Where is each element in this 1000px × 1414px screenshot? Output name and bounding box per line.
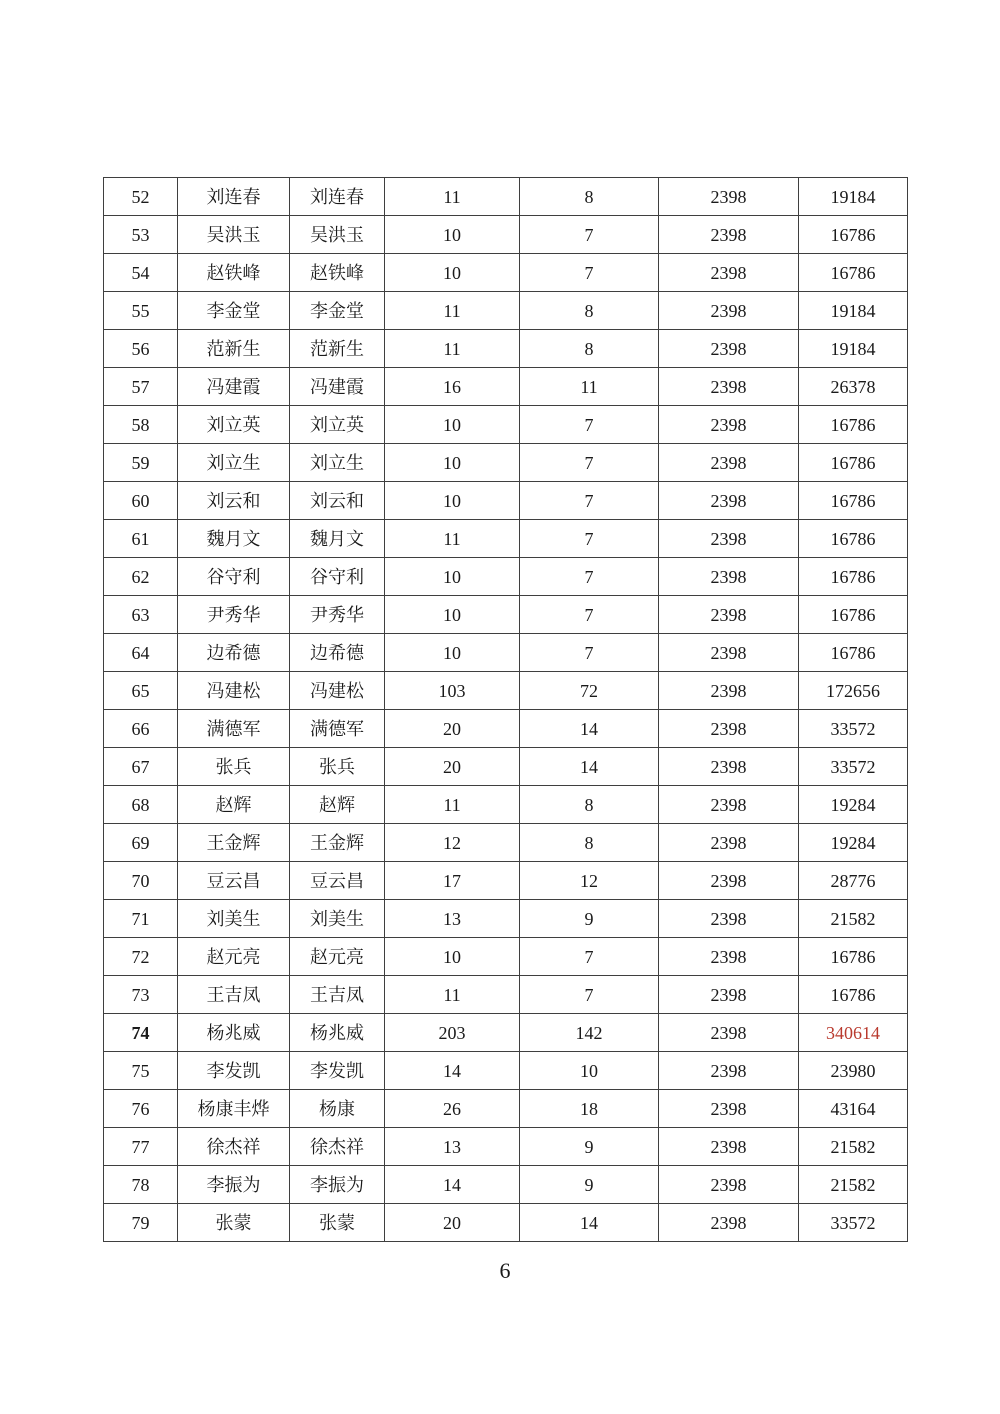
- name-cell: 冯建松: [178, 672, 290, 710]
- name-cell: 尹秀华: [178, 596, 290, 634]
- row-number-cell: 59: [104, 444, 178, 482]
- amount-cell: 19284: [799, 824, 908, 862]
- count-secondary-cell: 72: [520, 672, 659, 710]
- name-cell: 范新生: [178, 330, 290, 368]
- name-cell: 刘美生: [178, 900, 290, 938]
- unit-price-cell: 2398: [659, 900, 799, 938]
- amount-cell: 19184: [799, 330, 908, 368]
- amount-cell: 16786: [799, 520, 908, 558]
- count-secondary-cell: 7: [520, 938, 659, 976]
- name-cell: 边希德: [178, 634, 290, 672]
- row-number-cell: 60: [104, 482, 178, 520]
- count-primary-cell: 10: [385, 216, 520, 254]
- amount-cell: 33572: [799, 710, 908, 748]
- name-confirm-cell: 刘云和: [290, 482, 385, 520]
- count-primary-cell: 10: [385, 444, 520, 482]
- amount-cell: 16786: [799, 216, 908, 254]
- amount-cell: 33572: [799, 1204, 908, 1242]
- row-number-cell: 55: [104, 292, 178, 330]
- table-row: [104, 1014, 908, 1052]
- unit-price-cell: 2398: [659, 1128, 799, 1166]
- count-primary-cell: 203: [385, 1014, 520, 1052]
- amount-cell: 172656: [799, 672, 908, 710]
- name-confirm-cell: 冯建霞: [290, 368, 385, 406]
- count-primary-cell: 16: [385, 368, 520, 406]
- table-row: [104, 292, 908, 330]
- table-row: [104, 254, 908, 292]
- amount-cell: 16786: [799, 482, 908, 520]
- row-number-cell: 70: [104, 862, 178, 900]
- name-cell: 王金辉: [178, 824, 290, 862]
- unit-price-cell: 2398: [659, 520, 799, 558]
- row-number-cell: 61: [104, 520, 178, 558]
- amount-cell: 28776: [799, 862, 908, 900]
- table-row: [104, 900, 908, 938]
- name-confirm-cell: 刘连春: [290, 178, 385, 216]
- count-primary-cell: 20: [385, 710, 520, 748]
- count-primary-cell: 10: [385, 254, 520, 292]
- amount-cell: 19184: [799, 292, 908, 330]
- count-secondary-cell: 9: [520, 900, 659, 938]
- amount-cell: 16786: [799, 254, 908, 292]
- name-confirm-cell: 豆云昌: [290, 862, 385, 900]
- count-primary-cell: 11: [385, 292, 520, 330]
- table-row: [104, 216, 908, 254]
- count-secondary-cell: 142: [520, 1014, 659, 1052]
- amount-cell: 16786: [799, 634, 908, 672]
- count-primary-cell: 11: [385, 976, 520, 1014]
- unit-price-cell: 2398: [659, 558, 799, 596]
- amount-cell: 43164: [799, 1090, 908, 1128]
- name-cell: 张兵: [178, 748, 290, 786]
- count-primary-cell: 10: [385, 938, 520, 976]
- name-cell: 张蒙: [178, 1204, 290, 1242]
- count-secondary-cell: 14: [520, 710, 659, 748]
- row-number-cell: 72: [104, 938, 178, 976]
- name-confirm-cell: 刘立英: [290, 406, 385, 444]
- table-row: [104, 824, 908, 862]
- name-cell: 刘立英: [178, 406, 290, 444]
- name-cell: 刘连春: [178, 178, 290, 216]
- count-primary-cell: 10: [385, 596, 520, 634]
- name-cell: 满德军: [178, 710, 290, 748]
- name-confirm-cell: 满德军: [290, 710, 385, 748]
- unit-price-cell: 2398: [659, 292, 799, 330]
- name-cell: 赵元亮: [178, 938, 290, 976]
- count-secondary-cell: 7: [520, 976, 659, 1014]
- name-confirm-cell: 李发凯: [290, 1052, 385, 1090]
- amount-cell: 19184: [799, 178, 908, 216]
- unit-price-cell: 2398: [659, 368, 799, 406]
- unit-price-cell: 2398: [659, 1014, 799, 1052]
- name-cell: 杨兆威: [178, 1014, 290, 1052]
- name-cell: 杨康丰烨: [178, 1090, 290, 1128]
- name-confirm-cell: 杨兆威: [290, 1014, 385, 1052]
- row-number-cell: 79: [104, 1204, 178, 1242]
- row-number-cell: 65: [104, 672, 178, 710]
- unit-price-cell: 2398: [659, 824, 799, 862]
- table-row: [104, 178, 908, 216]
- row-number-cell: 76: [104, 1090, 178, 1128]
- unit-price-cell: 2398: [659, 710, 799, 748]
- name-confirm-cell: 魏月文: [290, 520, 385, 558]
- name-confirm-cell: 杨康: [290, 1090, 385, 1128]
- count-primary-cell: 14: [385, 1166, 520, 1204]
- table-row: [104, 330, 908, 368]
- count-primary-cell: 26: [385, 1090, 520, 1128]
- row-number-cell: 71: [104, 900, 178, 938]
- row-number-cell: 78: [104, 1166, 178, 1204]
- row-number-cell: 66: [104, 710, 178, 748]
- table-row: [104, 1052, 908, 1090]
- amount-cell: 21582: [799, 1166, 908, 1204]
- unit-price-cell: 2398: [659, 178, 799, 216]
- count-primary-cell: 14: [385, 1052, 520, 1090]
- unit-price-cell: 2398: [659, 1052, 799, 1090]
- amount-cell: 16786: [799, 976, 908, 1014]
- count-secondary-cell: 7: [520, 482, 659, 520]
- table-row: [104, 976, 908, 1014]
- name-confirm-cell: 张蒙: [290, 1204, 385, 1242]
- count-primary-cell: 10: [385, 482, 520, 520]
- table-row: [104, 1204, 908, 1242]
- name-cell: 李发凯: [178, 1052, 290, 1090]
- name-confirm-cell: 谷守利: [290, 558, 385, 596]
- unit-price-cell: 2398: [659, 596, 799, 634]
- table-row: [104, 482, 908, 520]
- count-secondary-cell: 14: [520, 1204, 659, 1242]
- count-secondary-cell: 8: [520, 292, 659, 330]
- count-secondary-cell: 7: [520, 254, 659, 292]
- count-secondary-cell: 11: [520, 368, 659, 406]
- name-confirm-cell: 范新生: [290, 330, 385, 368]
- amount-cell: 16786: [799, 596, 908, 634]
- unit-price-cell: 2398: [659, 1166, 799, 1204]
- row-number-cell: 64: [104, 634, 178, 672]
- name-cell: 李振为: [178, 1166, 290, 1204]
- row-number-cell: 69: [104, 824, 178, 862]
- name-confirm-cell: 刘立生: [290, 444, 385, 482]
- count-primary-cell: 20: [385, 1204, 520, 1242]
- table-row: [104, 748, 908, 786]
- count-secondary-cell: 8: [520, 786, 659, 824]
- amount-cell: 26378: [799, 368, 908, 406]
- unit-price-cell: 2398: [659, 254, 799, 292]
- unit-price-cell: 2398: [659, 330, 799, 368]
- name-cell: 豆云昌: [178, 862, 290, 900]
- table-row: [104, 938, 908, 976]
- name-cell: 魏月文: [178, 520, 290, 558]
- table-body: [104, 178, 908, 1242]
- table-row: [104, 862, 908, 900]
- amount-cell: 16786: [799, 558, 908, 596]
- name-confirm-cell: 赵辉: [290, 786, 385, 824]
- amount-cell: 23980: [799, 1052, 908, 1090]
- unit-price-cell: 2398: [659, 862, 799, 900]
- name-confirm-cell: 吴洪玉: [290, 216, 385, 254]
- row-number-cell: 75: [104, 1052, 178, 1090]
- unit-price-cell: 2398: [659, 976, 799, 1014]
- count-secondary-cell: 7: [520, 520, 659, 558]
- row-number-cell: 63: [104, 596, 178, 634]
- unit-price-cell: 2398: [659, 748, 799, 786]
- count-primary-cell: 103: [385, 672, 520, 710]
- amount-cell: 19284: [799, 786, 908, 824]
- table-row: [104, 710, 908, 748]
- table-row: [104, 1128, 908, 1166]
- unit-price-cell: 2398: [659, 1204, 799, 1242]
- row-number-cell: 54: [104, 254, 178, 292]
- count-secondary-cell: 7: [520, 444, 659, 482]
- name-confirm-cell: 赵铁峰: [290, 254, 385, 292]
- row-number-cell: 77: [104, 1128, 178, 1166]
- count-secondary-cell: 10: [520, 1052, 659, 1090]
- count-secondary-cell: 12: [520, 862, 659, 900]
- name-cell: 吴洪玉: [178, 216, 290, 254]
- name-cell: 李金堂: [178, 292, 290, 330]
- amount-cell: 33572: [799, 748, 908, 786]
- table-row: [104, 786, 908, 824]
- count-primary-cell: 20: [385, 748, 520, 786]
- unit-price-cell: 2398: [659, 444, 799, 482]
- table-row: [104, 1090, 908, 1128]
- unit-price-cell: 2398: [659, 672, 799, 710]
- unit-price-cell: 2398: [659, 938, 799, 976]
- table-row: [104, 368, 908, 406]
- count-primary-cell: 13: [385, 900, 520, 938]
- table-row: [104, 558, 908, 596]
- row-number-cell: 62: [104, 558, 178, 596]
- row-number-cell: 73: [104, 976, 178, 1014]
- count-secondary-cell: 7: [520, 406, 659, 444]
- row-number-cell: 52: [104, 178, 178, 216]
- row-number-cell: 53: [104, 216, 178, 254]
- name-cell: 冯建霞: [178, 368, 290, 406]
- count-primary-cell: 10: [385, 558, 520, 596]
- name-cell: 徐杰祥: [178, 1128, 290, 1166]
- table-row: [104, 444, 908, 482]
- table-row: [104, 634, 908, 672]
- count-primary-cell: 10: [385, 634, 520, 672]
- table-row: [104, 672, 908, 710]
- unit-price-cell: 2398: [659, 634, 799, 672]
- count-primary-cell: 12: [385, 824, 520, 862]
- name-confirm-cell: 赵元亮: [290, 938, 385, 976]
- name-confirm-cell: 李金堂: [290, 292, 385, 330]
- name-confirm-cell: 边希德: [290, 634, 385, 672]
- unit-price-cell: 2398: [659, 786, 799, 824]
- amount-cell: 21582: [799, 900, 908, 938]
- name-confirm-cell: 李振为: [290, 1166, 385, 1204]
- unit-price-cell: 2398: [659, 482, 799, 520]
- count-secondary-cell: 18: [520, 1090, 659, 1128]
- count-secondary-cell: 14: [520, 748, 659, 786]
- name-cell: 王吉凤: [178, 976, 290, 1014]
- name-cell: 刘立生: [178, 444, 290, 482]
- row-number-cell: 56: [104, 330, 178, 368]
- unit-price-cell: 2398: [659, 1090, 799, 1128]
- amount-cell: 340614: [799, 1014, 908, 1052]
- count-primary-cell: 11: [385, 520, 520, 558]
- name-confirm-cell: 刘美生: [290, 900, 385, 938]
- count-secondary-cell: 9: [520, 1128, 659, 1166]
- count-secondary-cell: 8: [520, 330, 659, 368]
- name-cell: 刘云和: [178, 482, 290, 520]
- row-number-cell: 68: [104, 786, 178, 824]
- amount-cell: 16786: [799, 938, 908, 976]
- table-row: [104, 520, 908, 558]
- count-primary-cell: 17: [385, 862, 520, 900]
- count-secondary-cell: 7: [520, 558, 659, 596]
- row-number-cell: 58: [104, 406, 178, 444]
- name-cell: 赵辉: [178, 786, 290, 824]
- page-number: 6: [499, 1258, 511, 1283]
- name-confirm-cell: 王吉凤: [290, 976, 385, 1014]
- table-row: [104, 406, 908, 444]
- name-confirm-cell: 徐杰祥: [290, 1128, 385, 1166]
- unit-price-cell: 2398: [659, 406, 799, 444]
- name-confirm-cell: 冯建松: [290, 672, 385, 710]
- count-secondary-cell: 8: [520, 824, 659, 862]
- count-primary-cell: 10: [385, 406, 520, 444]
- count-primary-cell: 11: [385, 330, 520, 368]
- table-row: [104, 596, 908, 634]
- row-number-cell: 67: [104, 748, 178, 786]
- name-cell: 赵铁峰: [178, 254, 290, 292]
- count-primary-cell: 11: [385, 178, 520, 216]
- count-secondary-cell: 7: [520, 596, 659, 634]
- count-secondary-cell: 7: [520, 216, 659, 254]
- count-secondary-cell: 7: [520, 634, 659, 672]
- count-secondary-cell: 8: [520, 178, 659, 216]
- amount-cell: 21582: [799, 1128, 908, 1166]
- count-primary-cell: 11: [385, 786, 520, 824]
- name-confirm-cell: 张兵: [290, 748, 385, 786]
- row-number-cell: 57: [104, 368, 178, 406]
- amount-cell: 16786: [799, 444, 908, 482]
- table-row: [104, 1166, 908, 1204]
- count-primary-cell: 13: [385, 1128, 520, 1166]
- amount-cell: 16786: [799, 406, 908, 444]
- unit-price-cell: 2398: [659, 216, 799, 254]
- row-number-cell: 74: [104, 1014, 178, 1052]
- count-secondary-cell: 9: [520, 1166, 659, 1204]
- roster-table: [103, 177, 908, 1242]
- name-cell: 谷守利: [178, 558, 290, 596]
- name-confirm-cell: 王金辉: [290, 824, 385, 862]
- name-confirm-cell: 尹秀华: [290, 596, 385, 634]
